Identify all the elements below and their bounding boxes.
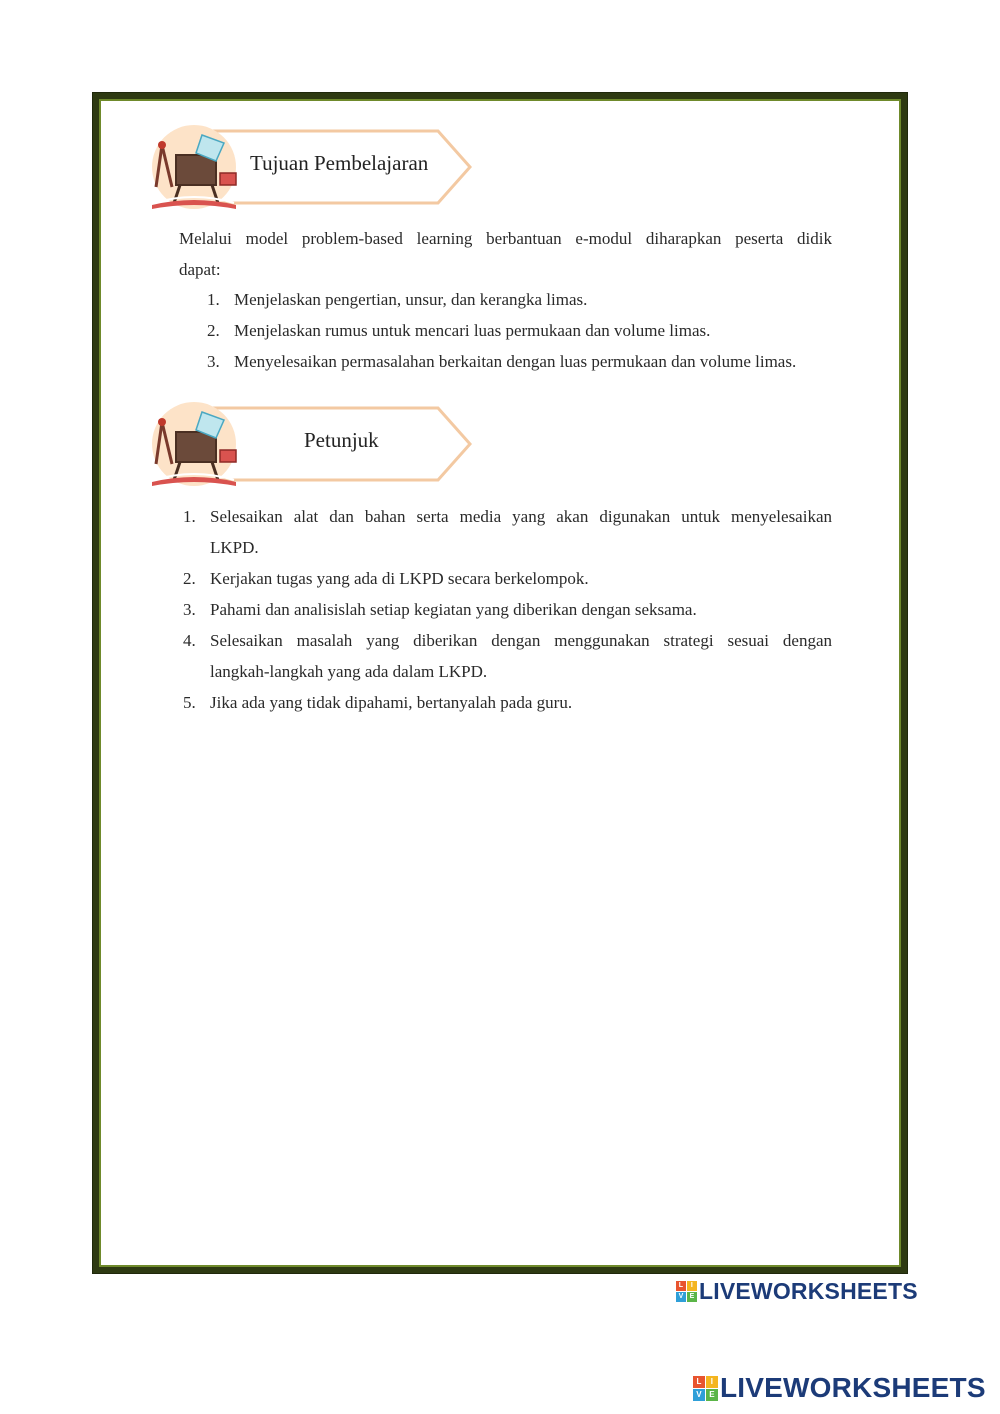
list-item xyxy=(183,594,832,625)
section-title: Petunjuk xyxy=(304,428,379,452)
item-text-line-2: LKPD. xyxy=(210,538,259,557)
section-title: Tujuan Pembelajaran xyxy=(250,151,429,175)
logo-letter: E xyxy=(687,1292,697,1302)
item-number: 2. xyxy=(207,321,220,340)
logo-letter: V xyxy=(676,1292,686,1302)
item-text-line-1: Selesaikan alat dan bahan serta media yang akan digunakan untuk menyelesaikan xyxy=(210,507,832,526)
list-item xyxy=(207,346,847,377)
list-item xyxy=(183,501,832,563)
item-text: Menjelaskan pengertian, unsur, dan kerangka limas. xyxy=(234,290,588,309)
logo-letter: L xyxy=(676,1281,686,1291)
logo-letter: I xyxy=(706,1376,718,1388)
item-number: 5. xyxy=(183,693,196,712)
intro-line-2: dapat: xyxy=(179,260,221,279)
logo-letter: E xyxy=(706,1389,718,1401)
list-item xyxy=(207,284,847,315)
logo-letter: I xyxy=(687,1281,697,1291)
list-item xyxy=(183,687,832,718)
item-number: 1. xyxy=(207,290,220,309)
item-number: 1. xyxy=(183,507,196,526)
objectives-list xyxy=(207,284,847,377)
list-item xyxy=(183,625,832,687)
intro-paragraph xyxy=(179,223,832,285)
list-item xyxy=(207,315,847,346)
brand-text: LIVEWORKSHEETS xyxy=(699,1278,918,1304)
item-text-line-2: langkah-langkah yang ada dalam LKPD. xyxy=(210,662,488,681)
section-header-petunjuk xyxy=(150,402,480,492)
item-text: Menyelesaikan permasalahan berkaitan dengan luas permukaan dan volume limas. xyxy=(234,352,797,371)
instructions-list xyxy=(183,501,832,718)
brand-text: LIVEWORKSHEETS xyxy=(720,1372,986,1403)
liveworksheets-icon xyxy=(676,1281,697,1302)
item-text: Jika ada yang tidak dipahami, bertanyalah pada guru. xyxy=(210,693,573,712)
item-number: 3. xyxy=(183,600,196,619)
intro-line-1: Melalui model problem-based learning berbantuan e-modul diharapkan peserta didik xyxy=(179,229,832,248)
section-header-tujuan xyxy=(150,125,480,215)
item-number: 2. xyxy=(183,569,196,588)
item-text: Pahami dan analisislah setiap kegiatan yang diberikan dengan seksama. xyxy=(210,600,697,619)
liveworksheets-icon xyxy=(693,1376,718,1401)
list-item xyxy=(183,563,832,594)
liveworksheets-logo[interactable] xyxy=(676,1278,918,1305)
liveworksheets-logo[interactable] xyxy=(693,1372,986,1404)
logo-letter: L xyxy=(693,1376,705,1388)
item-number: 4. xyxy=(183,631,196,650)
item-text: Kerjakan tugas yang ada di LKPD secara berkelompok. xyxy=(210,569,589,588)
logo-letter: V xyxy=(693,1389,705,1401)
item-number: 3. xyxy=(207,352,220,371)
item-text-line-1: Selesaikan masalah yang diberikan dengan menggunakan strategi sesuai dengan xyxy=(210,631,832,650)
item-text: Menjelaskan rumus untuk mencari luas permukaan dan volume limas. xyxy=(234,321,711,340)
